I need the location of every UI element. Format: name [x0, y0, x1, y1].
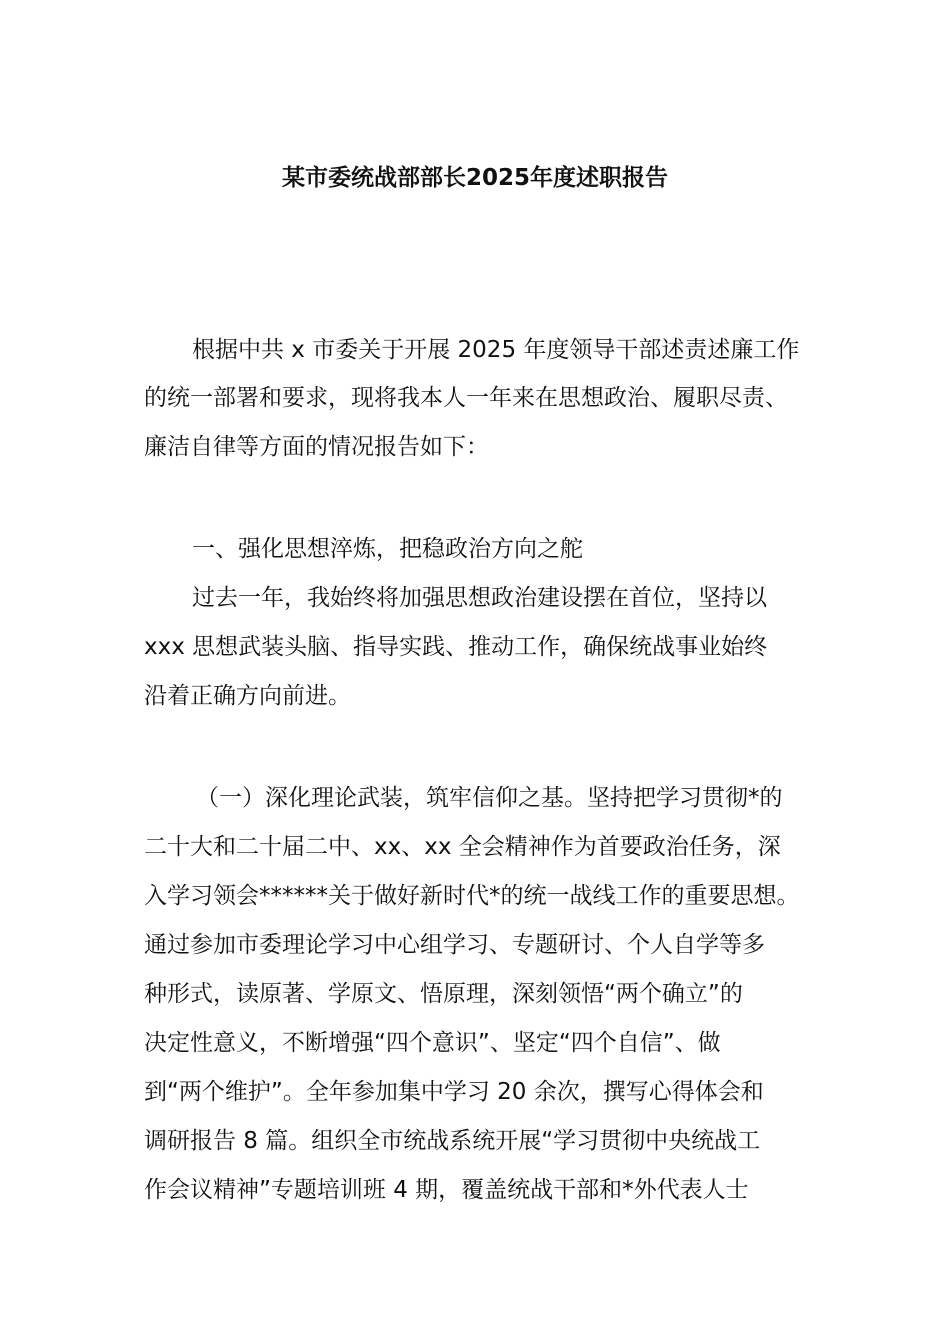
- subsection1-line-3: 入学习领会******关于做好新时代*的统一战线工作的重要思想。: [144, 883, 800, 909]
- document-title: 某市委统战部部长2025年度述职报告: [281, 165, 668, 191]
- intro-line-2: 的统一部署和要求，现将我本人一年来在思想政治、履职尽责、: [144, 385, 788, 411]
- subsection1-line-2: 二十大和二十届二中、xx、xx 全会精神作为首要政治任务，深: [144, 834, 781, 860]
- section1-line-3: 沿着正确方向前进。: [144, 683, 351, 709]
- subsection1-line-8: 调研报告 8 篇。组织全市统战系统开展“学习贯彻中央统战工: [144, 1128, 761, 1154]
- subsection1-line-4: 通过参加市委理论学习中心组学习、专题研讨、个人自学等多: [144, 932, 765, 958]
- subsection1-line-9: 作会议精神”专题培训班 4 期，覆盖统战干部和*外代表人士: [144, 1177, 749, 1203]
- subsection1-line-6: 决定性意义，不断增强“四个意识”、坚定“四个自信”、做: [144, 1030, 721, 1056]
- intro-line-3: 廉洁自律等方面的情况报告如下：: [144, 434, 489, 460]
- section1-heading: 一、强化思想淬炼，把稳政治方向之舵: [192, 536, 583, 562]
- subsection1-line-1: （一）深化理论武装，筑牢信仰之基。坚持把学习贯彻*的: [196, 785, 783, 811]
- section1-line-2: xxx 思想武装头脑、指导实践、推动工作，确保统战事业始终: [144, 634, 768, 660]
- subsection1-line-5: 种形式，读原著、学原文、悟原理，深刻领悟“两个确立”的: [144, 981, 743, 1007]
- subsection1-line-7: 到“两个维护”。全年参加集中学习 20 余次，撰写心得体会和: [144, 1079, 764, 1105]
- intro-line-1: 根据中共 x 市委关于开展 2025 年度领导干部述责述廉工作: [192, 337, 800, 363]
- section1-line-1: 过去一年，我始终将加强思想政治建设摆在首位，坚持以: [192, 585, 767, 611]
